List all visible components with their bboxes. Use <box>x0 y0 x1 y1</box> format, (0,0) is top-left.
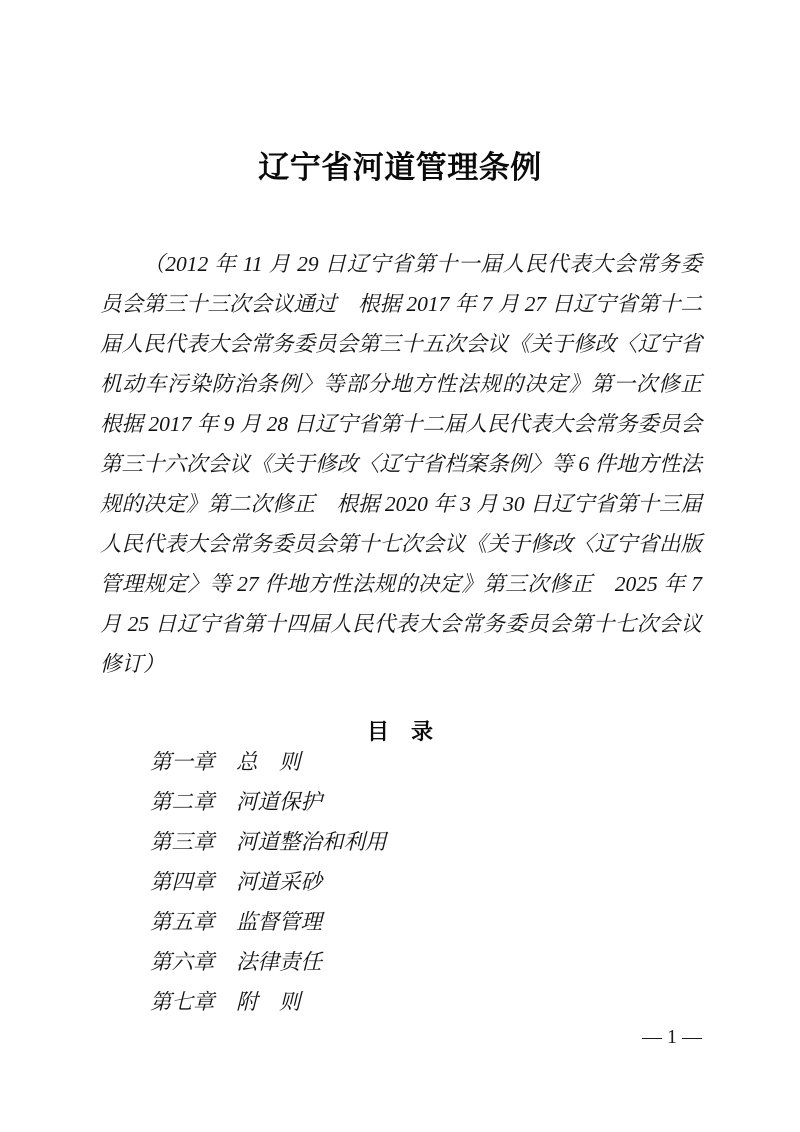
toc-entry-chapter-number: 第五章 <box>150 910 215 934</box>
page-title: 辽宁省河道管理条例 <box>258 149 542 186</box>
toc-entry-title: 监督管理 <box>236 910 323 934</box>
toc-entry-title: 总 则 <box>236 750 301 774</box>
table-of-contents-heading: 目 录 <box>366 720 433 746</box>
toc-entry-chapter-number: 第二章 <box>150 790 215 814</box>
footer-page-number: — 1 — <box>642 1026 702 1048</box>
toc-entry-spacer <box>215 790 237 814</box>
preamble-paragraph: （2012 年 11 月 29 日辽宁省第十一届人民代表大会常务委员会第三十三次会议通过 根据 2017 年 7 月 27 日辽宁省第十二届人民代表大会常务委员会第三十五次会议《关于修改〈辽宁省机动车污染防治条例〉等部分地方性法规的决定》第一次修正 根据 2017 年 9 月 28 日辽宁省第十二届人民代表大会常务委员会第三十六次会议《关于修改〈辽宁省档案条例〉等 6 件地方性法规的决定》第二次修正 根据 2020 年 3 月 30 日辽宁省第十三届人民代表大会常务委员会第十七次会议《关于修改〈辽宁省出版管理规定〉等 27 件地方性法规的决定》第三次修正 2025 年 7 月 25 日辽宁省第十四届人民代表大会常务委员会第十七次会议修订） <box>100 251 724 676</box>
toc-entry-title: 河道整治和利用 <box>236 830 387 854</box>
toc-entry-chapter-2[interactable] <box>150 782 710 822</box>
toc-entry-chapter-number: 第一章 <box>150 750 215 774</box>
toc-entry-chapter-number: 第七章 <box>150 990 215 1014</box>
toc-entry-title: 河道保护 <box>236 790 323 814</box>
toc-entry-spacer <box>215 910 237 934</box>
toc-entry-spacer <box>215 750 237 774</box>
table-of-contents-list <box>150 742 710 1022</box>
toc-entry-chapter-number: 第三章 <box>150 830 215 854</box>
toc-entry-chapter-4[interactable] <box>150 862 710 902</box>
toc-entry-spacer <box>215 830 237 854</box>
toc-entry-chapter-6[interactable] <box>150 942 710 982</box>
toc-entry-spacer <box>215 950 237 974</box>
toc-entry-chapter-5[interactable] <box>150 902 710 942</box>
toc-entry-chapter-1[interactable] <box>150 742 710 782</box>
toc-entry-title: 法律责任 <box>236 950 323 974</box>
toc-entry-chapter-7[interactable] <box>150 982 710 1022</box>
toc-entry-chapter-number: 第四章 <box>150 870 215 894</box>
toc-entry-chapter-number: 第六章 <box>150 950 215 974</box>
toc-entry-spacer <box>215 870 237 894</box>
toc-entry-spacer <box>215 990 237 1014</box>
toc-entry-title: 附 则 <box>236 990 301 1014</box>
toc-entry-title: 河道采砂 <box>236 870 323 894</box>
toc-entry-chapter-3[interactable] <box>150 822 710 862</box>
